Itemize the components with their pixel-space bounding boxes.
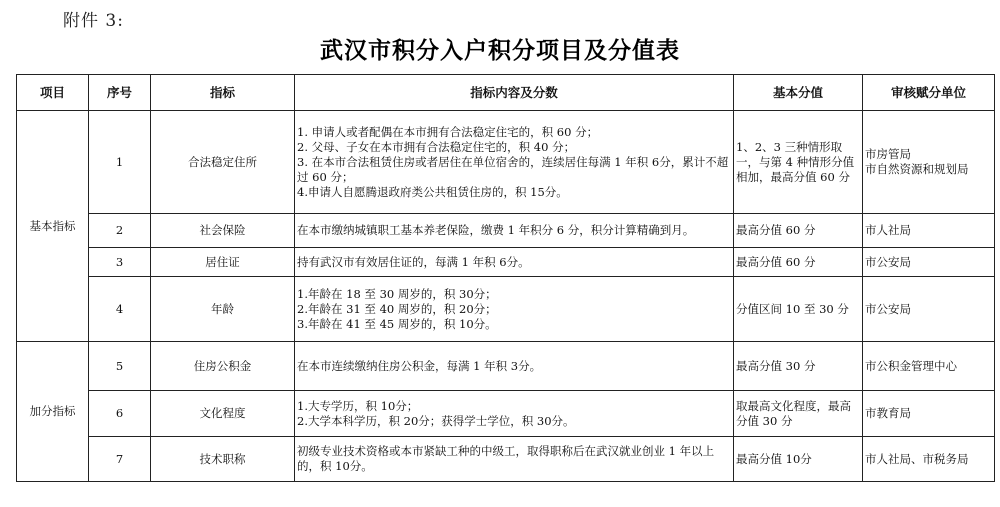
content-line: 在本市连续缴纳住房公积金，每满 1 年积 3分。 xyxy=(297,358,542,373)
group-bonus: 加分指标 xyxy=(17,342,89,482)
row-indicator: 住房公积金 xyxy=(151,342,295,391)
row-content xyxy=(295,391,734,437)
score-table xyxy=(16,74,995,482)
row-unit xyxy=(863,214,995,248)
group-basic: 基本指标 xyxy=(17,111,89,342)
row-unit xyxy=(863,248,995,277)
row-unit xyxy=(863,391,995,437)
header-number: 序号 xyxy=(89,75,151,111)
row-content xyxy=(295,111,734,214)
row-unit xyxy=(863,437,995,482)
table-row xyxy=(17,437,995,482)
page-title: 武汉市积分入户积分项目及分值表 xyxy=(320,37,680,64)
content-line: 1.年龄在 18 至 30 周岁的，积 30分； xyxy=(297,286,497,301)
row-number: 1 xyxy=(89,111,151,214)
unit-line: 市人社局、市税务局 xyxy=(865,451,969,466)
header-project: 项目 xyxy=(17,75,89,111)
row-indicator: 年龄 xyxy=(151,277,295,342)
table-row xyxy=(17,342,995,391)
row-score: 最高分值 10分 xyxy=(734,437,863,482)
row-unit xyxy=(863,111,995,214)
header-unit: 审核赋分单位 xyxy=(863,75,995,111)
table-row xyxy=(17,391,995,437)
row-number: 2 xyxy=(89,214,151,248)
row-content xyxy=(295,277,734,342)
table-row xyxy=(17,111,995,214)
content-line: 2.大学本科学历，积 20分；获得学士学位，积 30分。 xyxy=(297,413,575,428)
row-score: 最高分值 30 分 xyxy=(734,342,863,391)
unit-line: 市公积金管理中心 xyxy=(865,358,957,373)
row-content xyxy=(295,248,734,277)
content-line: 持有武汉市有效居住证的，每满 1 年积 6分。 xyxy=(297,254,530,269)
row-indicator: 技术职称 xyxy=(151,437,295,482)
row-content xyxy=(295,342,734,391)
row-number: 4 xyxy=(89,277,151,342)
content-line: 2.年龄在 31 至 40 周岁的，积 20分； xyxy=(297,301,497,316)
row-unit xyxy=(863,277,995,342)
row-number: 3 xyxy=(89,248,151,277)
row-score: 最高分值 60 分 xyxy=(734,214,863,248)
row-number: 5 xyxy=(89,342,151,391)
unit-line: 市教育局 xyxy=(865,406,911,420)
row-indicator: 社会保险 xyxy=(151,214,295,248)
unit-line: 市自然资源和规划局 xyxy=(865,162,969,176)
row-score: 取最高文化程度，最高分值 30 分 xyxy=(734,391,863,437)
header-indicator: 指标 xyxy=(151,75,295,111)
unit-line: 市房管局 xyxy=(865,147,911,161)
row-score: 1、2、3 三种情形取一，与第 4 种情形分值相加，最高分值 60 分 xyxy=(734,111,863,214)
content-line: 3.年龄在 41 至 45 周岁的，积 10分。 xyxy=(297,316,497,331)
row-indicator: 合法稳定住所 xyxy=(151,111,295,214)
row-unit xyxy=(863,342,995,391)
row-score: 分值区间 10 至 30 分 xyxy=(734,277,863,342)
table-row xyxy=(17,248,995,277)
row-indicator: 文化程度 xyxy=(151,391,295,437)
content-line: 1. 申请人或者配偶在本市拥有合法稳定住宅的，积 60 分； xyxy=(297,124,599,139)
header-score: 基本分值 xyxy=(734,75,863,111)
content-line: 2. 父母、子女在本市拥有合法稳定住宅的，积 40 分； xyxy=(297,139,576,154)
unit-line: 市人社局 xyxy=(865,223,911,237)
unit-line: 市公安局 xyxy=(865,301,911,316)
table-row xyxy=(17,214,995,248)
table-row xyxy=(17,277,995,342)
row-number: 7 xyxy=(89,437,151,482)
unit-line: 市公安局 xyxy=(865,254,911,269)
content-line: 初级专业技术资格或本市紧缺工种的中级工，取得职称后在武汉就业创业 1 年以上的，积 10分。 xyxy=(297,444,715,473)
row-content xyxy=(295,437,734,482)
header-content: 指标内容及分数 xyxy=(295,75,734,111)
content-line: 在本市缴纳城镇职工基本养老保险，缴费 1 年积分 6 分，积分计算精确到月。 xyxy=(297,223,695,237)
row-indicator: 居住证 xyxy=(151,248,295,277)
attachment-label: 附件 3: xyxy=(63,11,124,31)
row-number: 6 xyxy=(89,391,151,437)
row-score: 最高分值 60 分 xyxy=(734,248,863,277)
table-header-row xyxy=(17,75,995,111)
content-line: 4.申请人自愿腾退政府类公共租赁住房的，积 15分。 xyxy=(297,184,568,199)
content-line: 3. 在本市合法租赁住房或者居住在单位宿舍的，连续居住每满 1 年积 6分，累计不超过 60 分； xyxy=(297,154,729,184)
content-line: 1.大专学历，积 10分； xyxy=(297,398,419,413)
row-content xyxy=(295,214,734,248)
